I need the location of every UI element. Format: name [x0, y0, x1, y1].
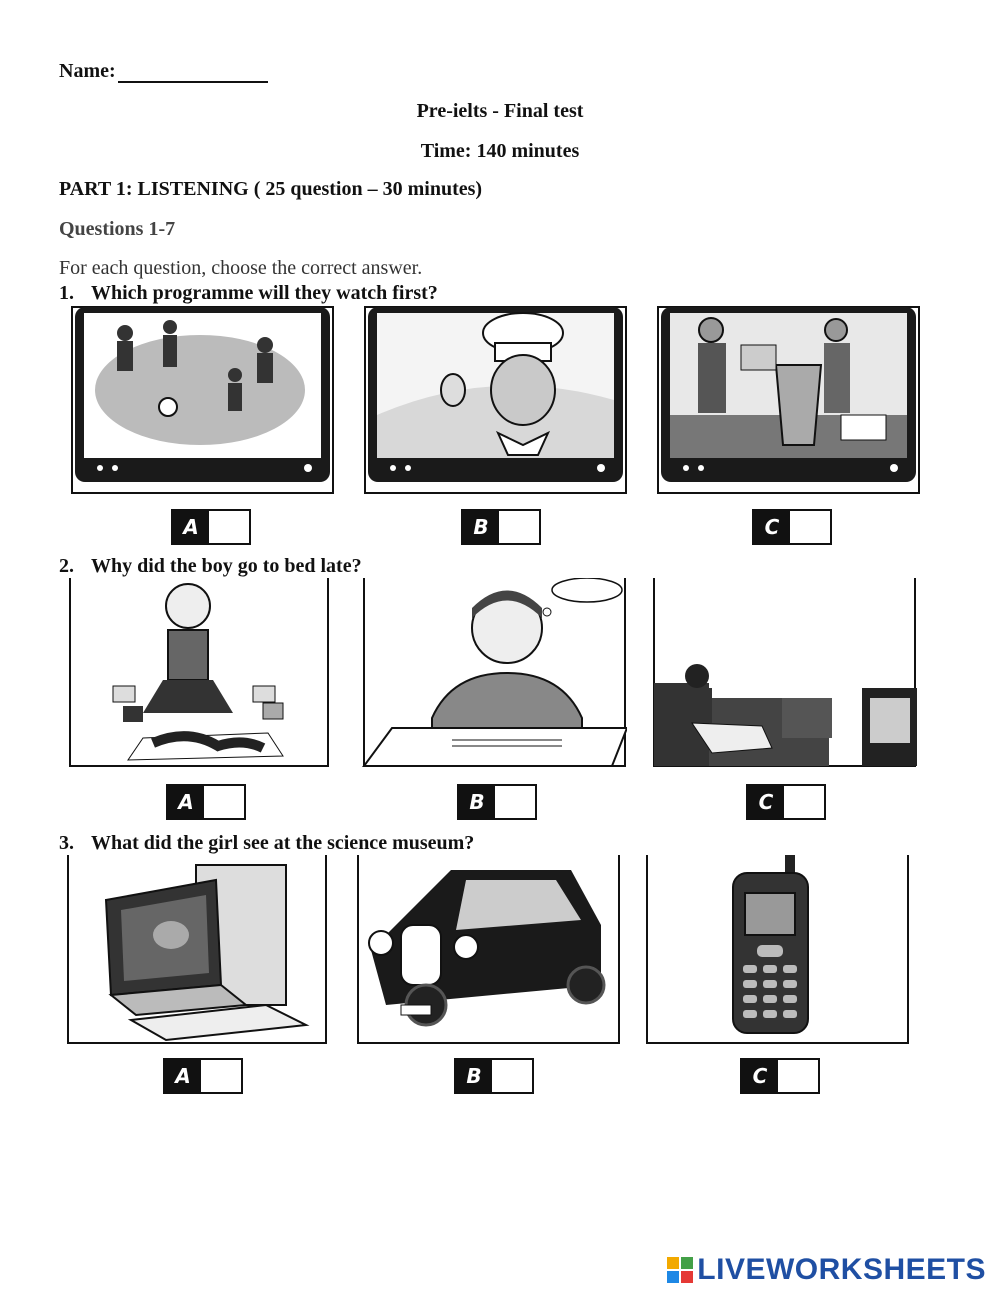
q1-option-c: C: [752, 509, 832, 545]
q1-option-b: B: [461, 509, 541, 545]
q2-answer-a[interactable]: [204, 786, 244, 818]
q2-answer-c[interactable]: [784, 786, 824, 818]
q3-option-b: B: [454, 1058, 534, 1094]
painting-boy-icon: [68, 578, 330, 768]
name-field: [59, 60, 268, 83]
question-2-text: Why did the boy go to bed late?: [91, 555, 362, 577]
q1-answer-c[interactable]: [790, 511, 830, 543]
tv-chef-icon: [363, 305, 628, 495]
question-1: 1. Which programme will they watch first?: [59, 282, 438, 304]
homework-boy-icon: [362, 578, 627, 768]
logo-text: LIVEWORKSHEETS: [697, 1253, 986, 1286]
tv-recycling-icon: [656, 305, 921, 495]
question-3-text: What did the girl see at the science museum?: [91, 832, 475, 854]
taxi-icon: [356, 855, 621, 1045]
name-blank[interactable]: [118, 63, 268, 83]
part-heading: PART 1: LISTENING ( 25 question – 30 minutes): [59, 178, 483, 200]
instruction-text: For each question, choose the correct answer.: [59, 257, 423, 279]
liveworksheets-logo: [667, 1253, 986, 1287]
question-1-text: Which programme will they watch first?: [91, 282, 438, 304]
q3-answer-c[interactable]: [778, 1060, 818, 1092]
q1-option-a: A: [171, 509, 251, 545]
q3-option-c: C: [740, 1058, 820, 1094]
time-label: Time: 140 minutes: [420, 140, 580, 162]
logo-mark-icon: [667, 1257, 693, 1283]
q1-answer-a[interactable]: [209, 511, 249, 543]
q2-answer-b[interactable]: [495, 786, 535, 818]
computer-icon: [66, 855, 328, 1045]
page-title: Pre-ielts - Final test: [416, 100, 584, 122]
question-3: 3. What did the girl see at the science museum?: [59, 832, 475, 854]
questions-range: Questions 1-7: [59, 218, 176, 240]
name-label: Name:: [59, 60, 116, 82]
q2-option-a: A: [166, 784, 246, 820]
tv-football-icon: [70, 305, 335, 495]
question-2: 2. Why did the boy go to bed late?: [59, 555, 362, 577]
q3-option-a: A: [163, 1058, 243, 1094]
q2-option-b: B: [457, 784, 537, 820]
q1-answer-b[interactable]: [499, 511, 539, 543]
watching-tv-icon: [652, 578, 917, 768]
q2-option-c: C: [746, 784, 826, 820]
mobile-phone-icon: [645, 855, 910, 1045]
q3-answer-a[interactable]: [201, 1060, 241, 1092]
q3-answer-b[interactable]: [492, 1060, 532, 1092]
